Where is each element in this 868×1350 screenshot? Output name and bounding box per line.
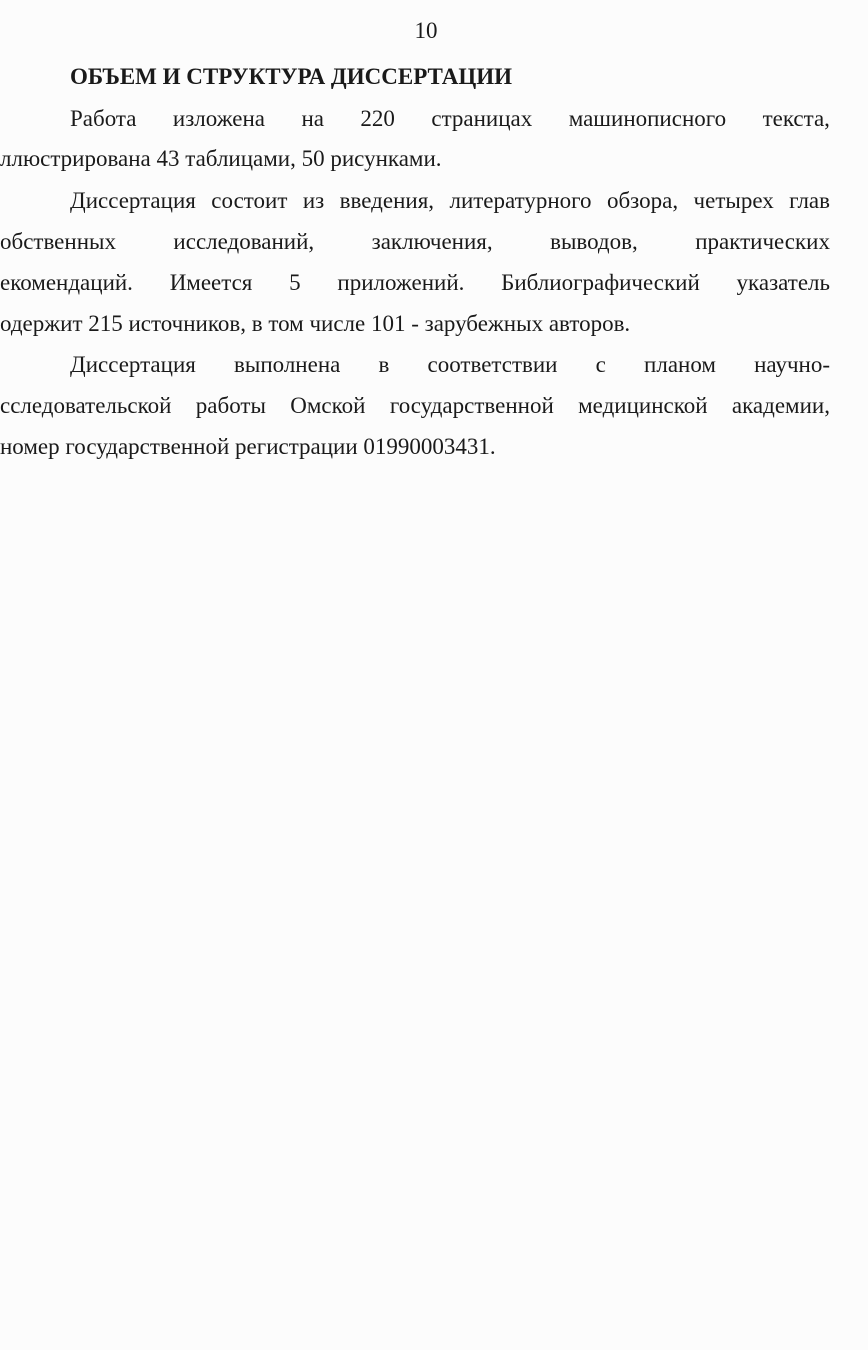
word: Диссертация	[70, 188, 196, 213]
word: указатель	[736, 270, 830, 295]
word: сследовательской	[0, 393, 172, 418]
word: Имеется	[169, 270, 253, 295]
word: в	[378, 352, 390, 377]
word: исследований,	[173, 229, 315, 254]
word: глав	[789, 188, 830, 213]
word: выполнена	[234, 352, 341, 377]
word: государственной	[389, 393, 554, 418]
word: практических	[695, 229, 830, 254]
word: медицинской	[578, 393, 708, 418]
word: состоит	[211, 188, 288, 213]
paragraph-line	[70, 104, 830, 134]
word: планом	[644, 352, 716, 377]
word: обственных	[0, 229, 116, 254]
word: академии,	[731, 393, 830, 418]
paragraph-line	[70, 350, 830, 380]
word: 5	[289, 270, 301, 295]
word: заключения,	[371, 229, 493, 254]
word: обзора,	[606, 188, 679, 213]
paragraph-line: ллюстрирована 43 таблицами, 50 рисунками.	[0, 146, 442, 171]
word: Работа	[70, 106, 137, 131]
word: Диссертация	[70, 352, 196, 377]
word: екомендаций.	[0, 270, 133, 295]
word: с	[595, 352, 606, 377]
word: литературного	[449, 188, 592, 213]
word: четырех	[693, 188, 774, 213]
word: выводов,	[550, 229, 638, 254]
word: 220	[360, 106, 395, 131]
page-number: 10	[414, 18, 438, 43]
paragraph-line: одержит 215 источников, в том числе 101 - зарубежных авторов.	[0, 311, 631, 336]
paragraph-line	[0, 227, 830, 257]
word: страницах	[431, 106, 533, 131]
word: введения,	[339, 188, 435, 213]
word: Библиографический	[501, 270, 700, 295]
word: машинописного	[568, 106, 727, 131]
paragraph-line: номер государственной регистрации 01990003431.	[0, 434, 496, 459]
word: на	[301, 106, 324, 131]
paragraph-line	[0, 268, 830, 298]
word: соответствии	[427, 352, 558, 377]
word: работы	[195, 393, 266, 418]
word: текста,	[762, 106, 830, 131]
word: изложена	[172, 106, 266, 131]
word: из	[302, 188, 325, 213]
paragraph-line	[70, 186, 830, 216]
word: научно-	[754, 352, 830, 377]
section-heading: ОБЪЕМ И СТРУКТУРА ДИССЕРТАЦИИ	[70, 64, 513, 89]
word: приложений.	[337, 270, 465, 295]
paragraph-line	[0, 391, 830, 421]
word: Омской	[290, 393, 366, 418]
